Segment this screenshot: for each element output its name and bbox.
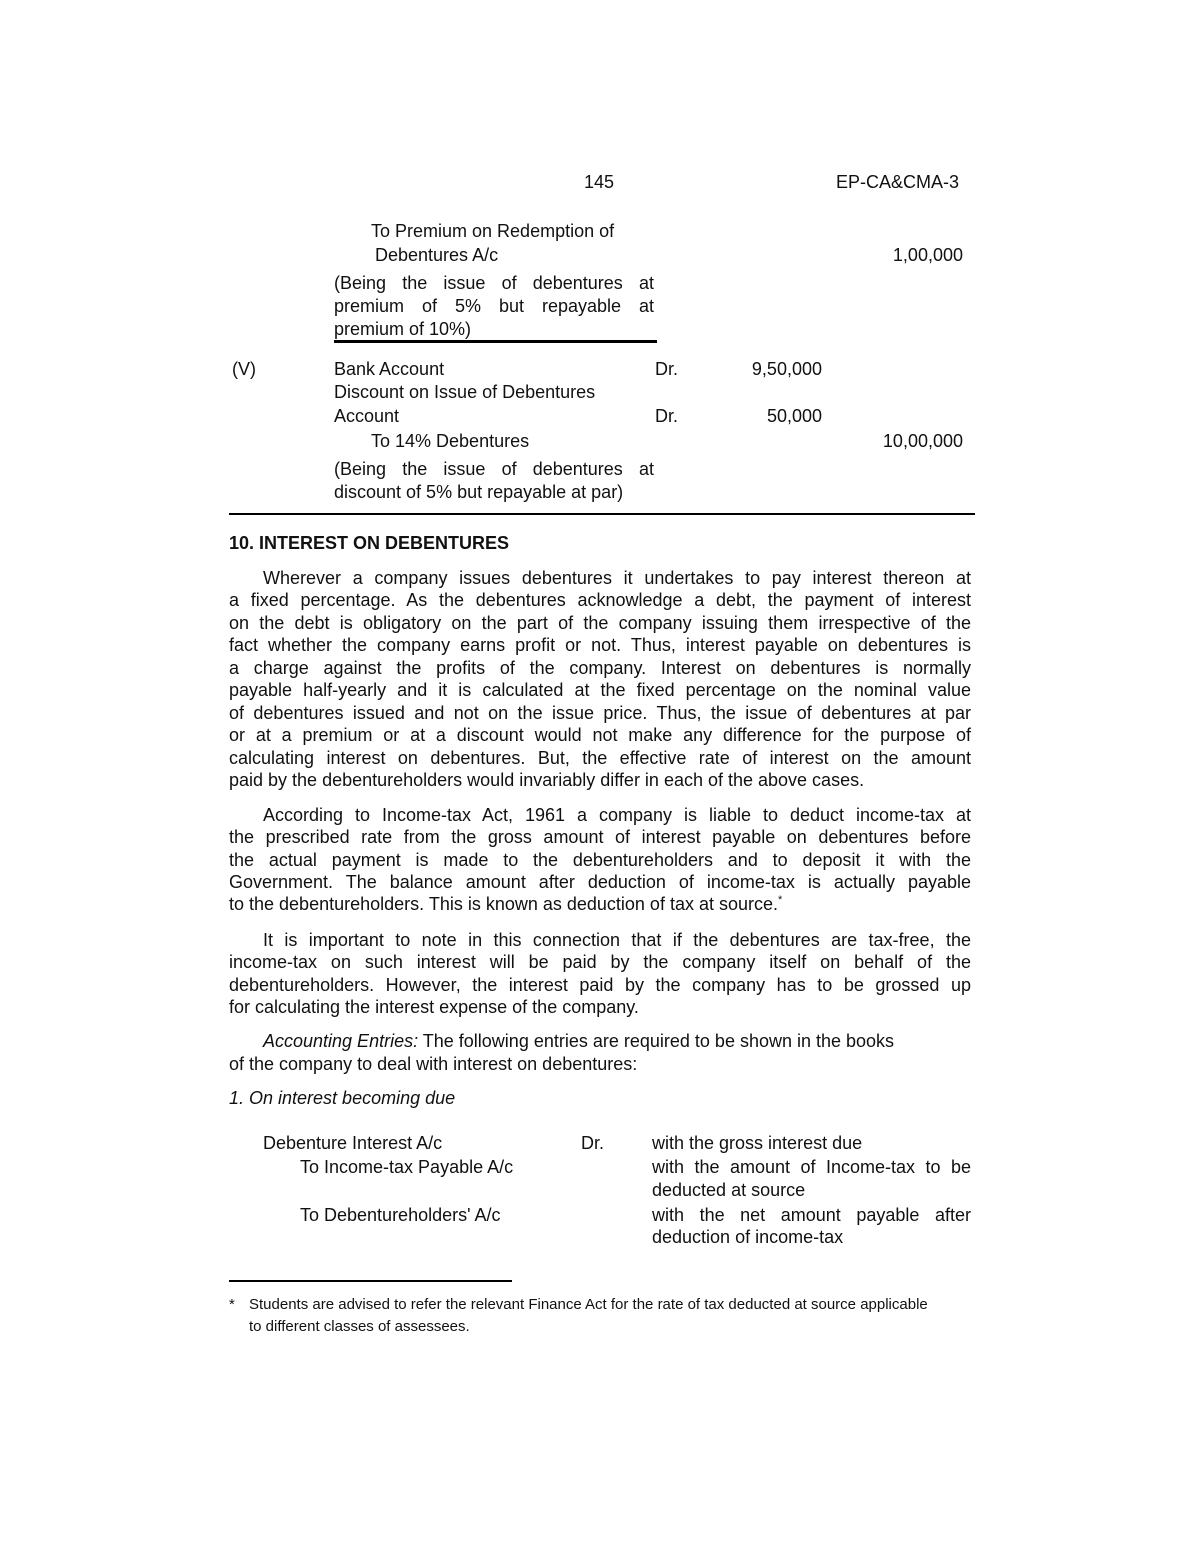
journal-top-amount: 1,00,000 bbox=[892, 245, 963, 265]
journal-v-narration-1: (Being the issue of debentures at bbox=[334, 459, 654, 479]
journal-top-narration-2: premium of 5% but repayable at bbox=[334, 296, 654, 316]
journal-v-line3-amount: 50,000 bbox=[766, 406, 822, 426]
entry-row1-dr: Dr. bbox=[581, 1133, 605, 1153]
journal-v-line4: To 14% Debentures bbox=[371, 431, 530, 451]
entry-row3-desc-2: deduction of income-tax bbox=[652, 1227, 844, 1247]
journal-v-ref: (V) bbox=[232, 359, 256, 379]
narration-underline bbox=[334, 340, 657, 343]
para3-line: income-tax on such interest will be paid by the company itself on behalf of the bbox=[229, 952, 971, 972]
footnote-rule bbox=[229, 1280, 512, 1282]
footnote-mark: * bbox=[229, 1296, 235, 1313]
journal-top-line1: To Premium on Redemption of bbox=[371, 221, 615, 241]
para4-line1-rest: The following entries are required to be shown in the books bbox=[418, 1031, 895, 1051]
para2-line: the actual payment is made to the debentureholders and to deposit it with the bbox=[229, 850, 971, 870]
journal-top-narration-1: (Being the issue of debentures at bbox=[334, 273, 654, 293]
journal-v-line2: Discount on Issue of Debentures bbox=[334, 382, 596, 402]
journal-v-line3-dr: Dr. bbox=[655, 406, 679, 426]
para2-line: According to Income-tax Act, 1961 a company is liable to deduct income-tax at bbox=[263, 805, 971, 825]
para1-line: of debentures issued and not on the issue price. Thus, the issue of debentures at par bbox=[229, 703, 971, 723]
para2-last-line bbox=[229, 893, 782, 916]
para1-line: payable half-yearly and it is calculated at the fixed percentage on the nominal value bbox=[229, 680, 971, 700]
journal-v-narration-2: discount of 5% but repayable at par) bbox=[334, 482, 624, 502]
para1-line: a fixed percentage. As the debentures acknowledge a debt, the payment of interest bbox=[229, 590, 971, 610]
para2-last-text: to the debentureholders. This is known as deduction of tax at source. bbox=[229, 894, 778, 914]
para3-line: It is important to note in this connection that if the debentures are tax-free, the bbox=[263, 930, 971, 950]
footnote-line1: Students are advised to refer the relevant Finance Act for the rate of tax deducted at source applicable bbox=[249, 1296, 928, 1313]
subheading: 1. On interest becoming due bbox=[229, 1088, 456, 1108]
para2-line: the prescribed rate from the gross amount of interest payable on debentures before bbox=[229, 827, 971, 847]
journal-top-line2: Debentures A/c bbox=[375, 245, 499, 265]
journal-v-line1-dr: Dr. bbox=[655, 359, 679, 379]
journal-top-narration-3: premium of 10%) bbox=[334, 319, 472, 339]
table-bottom-rule bbox=[229, 513, 975, 515]
para3-line: for calculating the interest expense of the company. bbox=[229, 997, 639, 1017]
journal-v-line4-amount: 10,00,000 bbox=[882, 431, 963, 451]
running-title: EP-CA&CMA-3 bbox=[836, 172, 960, 192]
para1-line: or at a premium or at a discount would not make any difference for the purpose of bbox=[229, 725, 971, 745]
para1-line: fact whether the company earns profit or not. Thus, interest payable on debentures is bbox=[229, 635, 971, 655]
entry-row2-account: To Income-tax Payable A/c bbox=[300, 1157, 514, 1177]
para4-line1 bbox=[263, 1030, 894, 1053]
journal-v-line1: Bank Account bbox=[334, 359, 445, 379]
entry-row1-account: Debenture Interest A/c bbox=[263, 1133, 443, 1153]
entry-row1-desc: with the gross interest due bbox=[652, 1133, 863, 1153]
para1-line: a charge against the profits of the company. Interest on debentures is normally bbox=[229, 658, 971, 678]
journal-v-line3: Account bbox=[334, 406, 400, 426]
footnote-ref-mark: * bbox=[778, 894, 783, 906]
footnote-line2: to different classes of assessees. bbox=[249, 1318, 470, 1335]
journal-v-line1-amount: 9,50,000 bbox=[751, 359, 822, 379]
para1-line: paid by the debentureholders would invariably differ in each of the above cases. bbox=[229, 770, 865, 790]
entry-row3-desc-1: with the net amount payable after bbox=[652, 1205, 971, 1225]
section-heading: 10. INTEREST ON DEBENTURES bbox=[229, 533, 510, 553]
entry-row2-desc-1: with the amount of Income-tax to be bbox=[652, 1157, 971, 1177]
para3-line: debentureholders. However, the interest paid by the company has to be grossed up bbox=[229, 975, 971, 995]
page-number: 145 bbox=[584, 172, 615, 192]
entry-row3-account: To Debentureholders' A/c bbox=[300, 1205, 501, 1225]
para1-line: on the debt is obligatory on the part of the company issuing them irrespective of the bbox=[229, 613, 971, 633]
entry-row2-desc-2: deducted at source bbox=[652, 1180, 806, 1200]
para4-label: Accounting Entries: bbox=[263, 1031, 419, 1051]
para1-line: Wherever a company issues debentures it undertakes to pay interest thereon at bbox=[263, 568, 971, 588]
para2-line: Government. The balance amount after deduction of income-tax is actually payable bbox=[229, 872, 971, 892]
para1-line: calculating interest on debentures. But, the effective rate of interest on the amount bbox=[229, 748, 971, 768]
para4-line2: of the company to deal with interest on debentures: bbox=[229, 1054, 638, 1074]
